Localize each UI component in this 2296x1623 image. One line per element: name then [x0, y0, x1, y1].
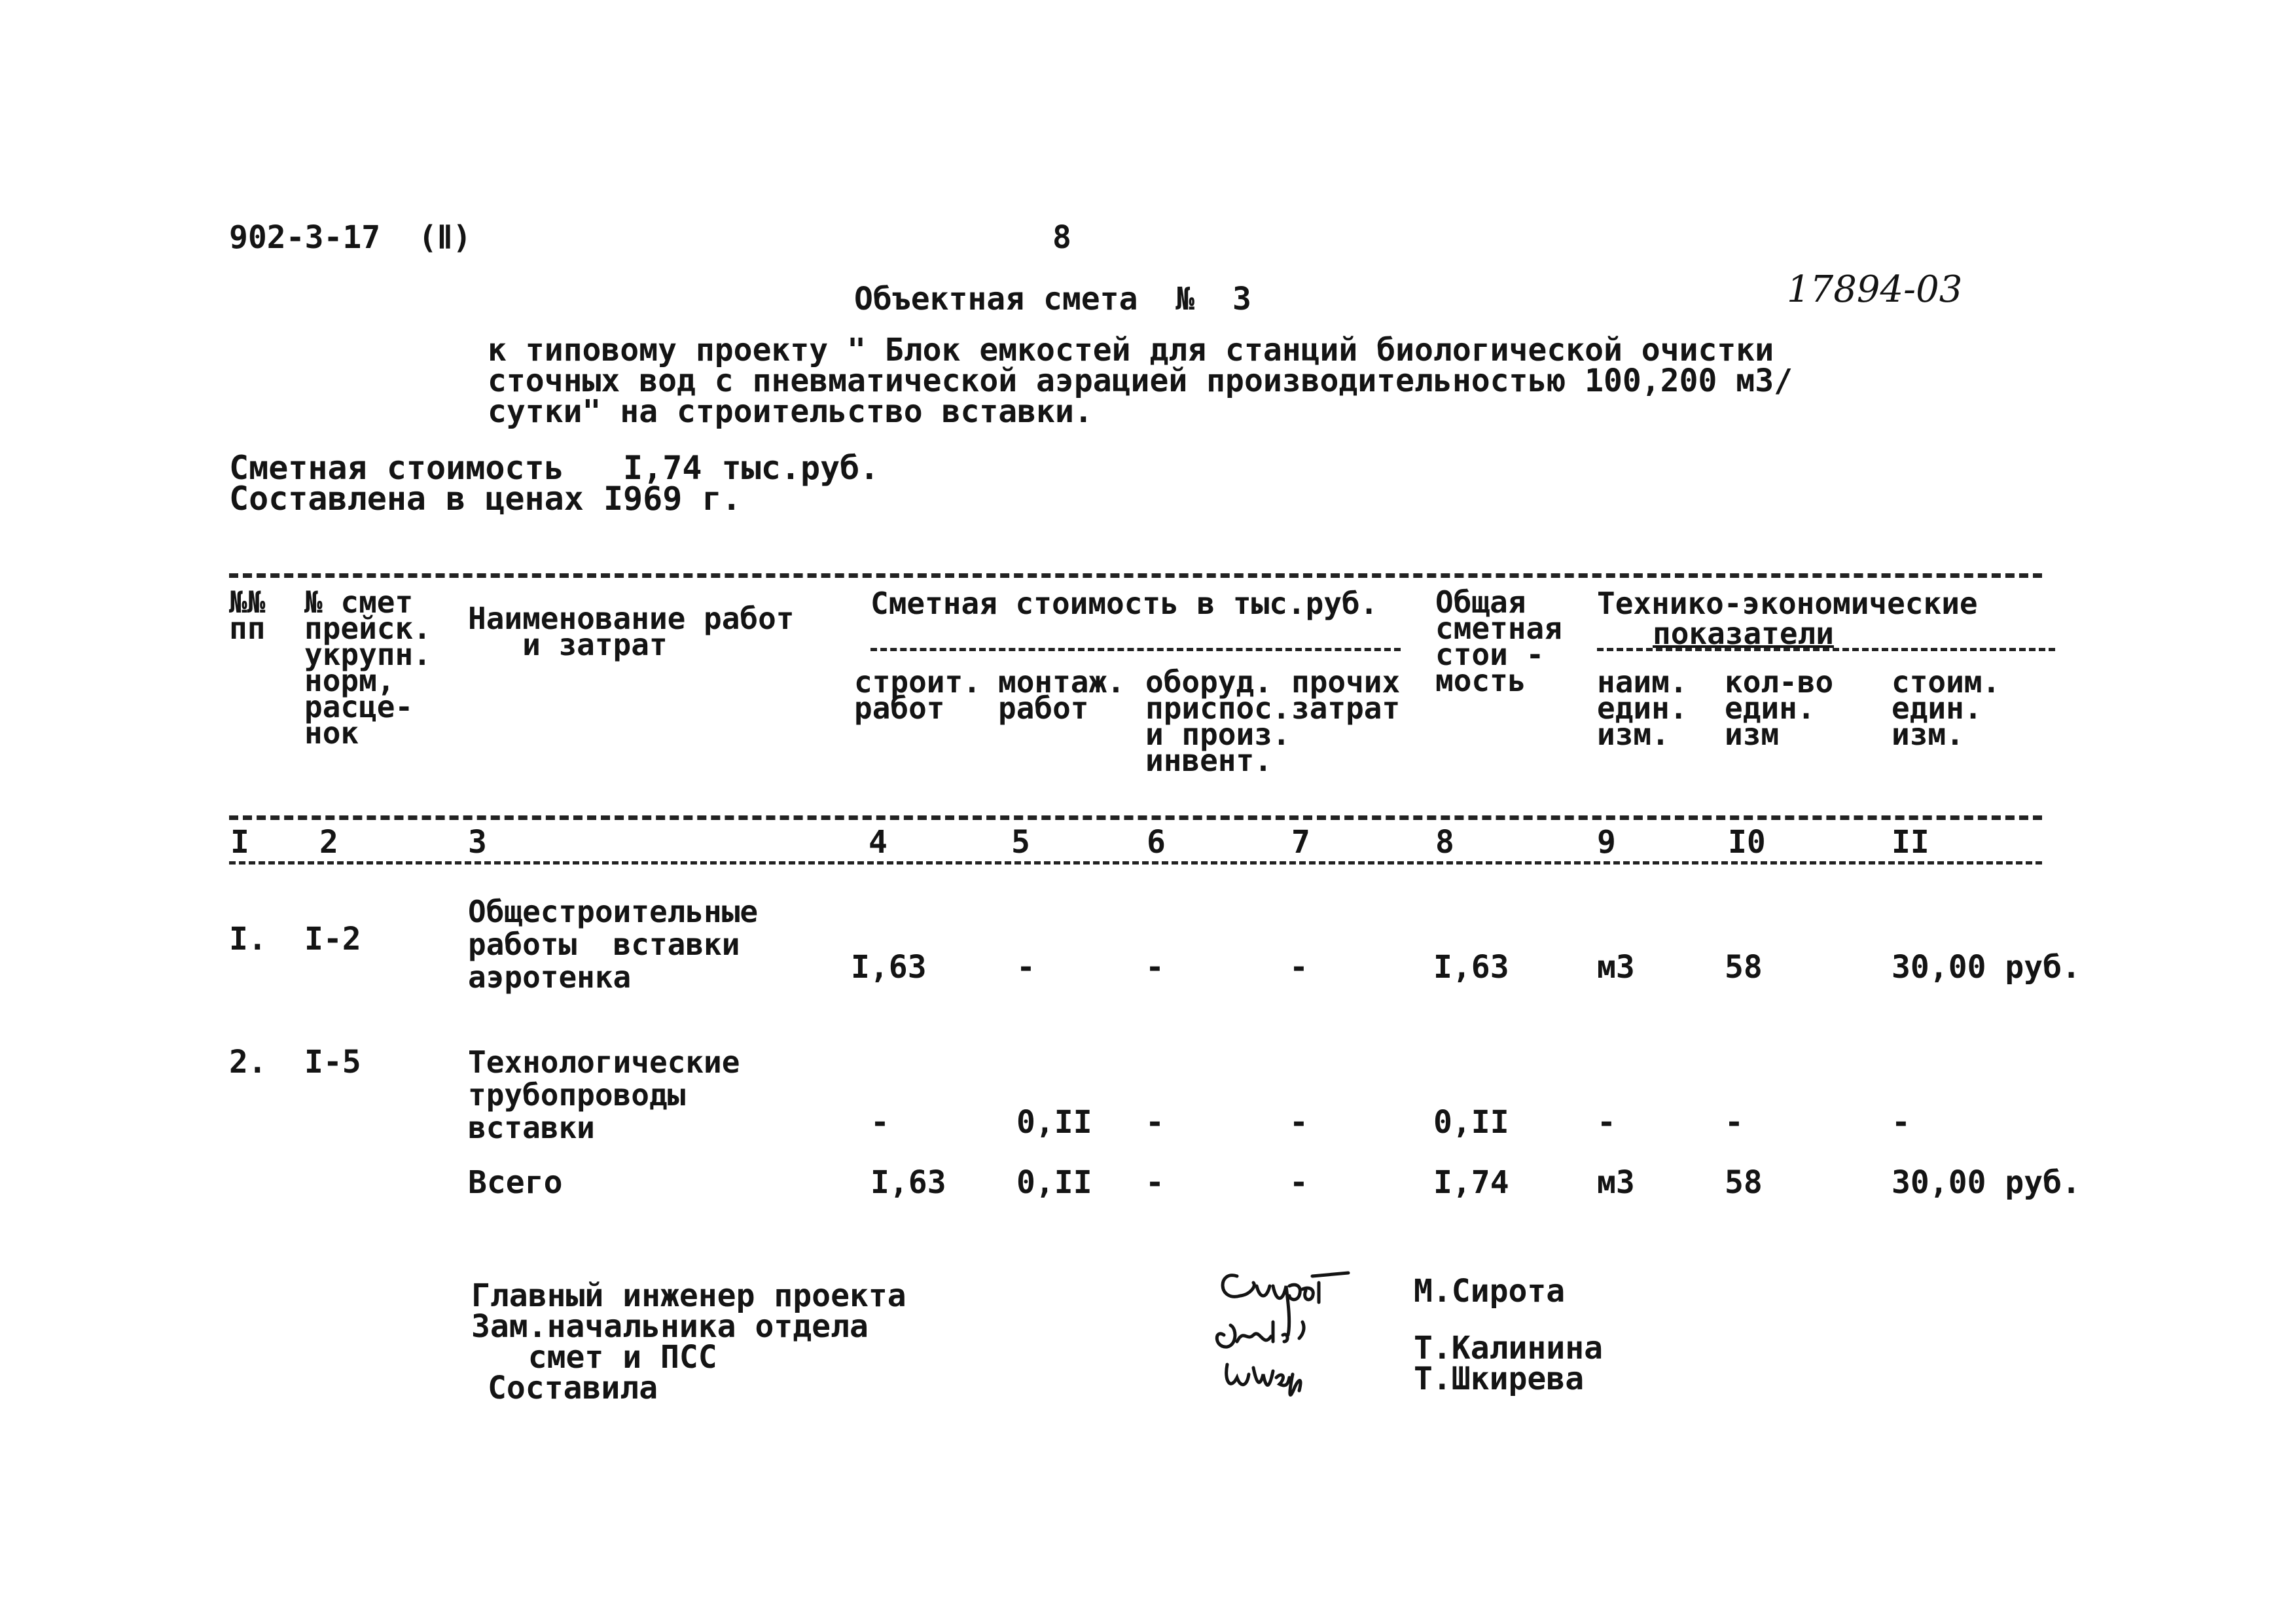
- colnum-7: 7: [1291, 824, 1310, 861]
- row-construction-cost: I,63: [851, 949, 927, 986]
- subject-line-2: сточных вод с пневматической аэрацией производительностью 100,200 м3/: [488, 363, 1793, 399]
- row-equipment-cost: -: [1145, 1104, 1164, 1141]
- row-quantity: -: [1725, 1104, 1744, 1141]
- total-total-cost: I,74: [1433, 1164, 1509, 1201]
- name-deputy-head: Т.Калинина: [1414, 1330, 1603, 1366]
- archive-number: 17894-03: [1787, 268, 1963, 311]
- header-other-costs: прочих затрат: [1291, 664, 1401, 726]
- row-quantity: 58: [1725, 949, 1763, 986]
- header-unit-quantity: кол-во един. изм: [1725, 664, 1834, 752]
- row-work-name: Общестроительные работы вставки аэротенка: [468, 894, 759, 995]
- colnum-10: I0: [1728, 824, 1766, 861]
- header-technical-group: Технико-экономические: [1597, 586, 1978, 621]
- row-installation-cost: -: [1016, 949, 1035, 986]
- total-unit-cost: 30,00 руб.: [1892, 1164, 2081, 1201]
- row-reference: I-2: [304, 921, 361, 957]
- colnum-6: 6: [1147, 824, 1166, 861]
- row-equipment-cost: -: [1145, 949, 1164, 986]
- header-total-cost: Общая сметная стои - мость: [1435, 584, 1562, 698]
- subject-line-1: к типовому проекту " Блок емкостей для станций биологической очистки: [488, 332, 1774, 368]
- row-construction-cost: -: [870, 1104, 889, 1141]
- colnum-8: 8: [1435, 824, 1454, 861]
- role-deputy-head: Зам.начальника отдела: [471, 1308, 869, 1345]
- technical-group-rule: [1597, 648, 2055, 651]
- row-number: I.: [229, 921, 267, 957]
- header-equipment: оборуд. приспос. и произ. инвент.: [1145, 664, 1291, 778]
- row-other-cost: -: [1289, 949, 1308, 986]
- row-unit-cost: 30,00 руб.: [1892, 949, 2081, 986]
- total-label: Всего: [468, 1164, 563, 1201]
- header-unit-cost: стоим. един. изм.: [1892, 664, 2001, 752]
- role-compiler: Составила: [488, 1370, 658, 1406]
- total-equipment-cost: -: [1145, 1164, 1164, 1201]
- total-construction-cost: I,63: [870, 1164, 946, 1201]
- row-total-cost: 0,II: [1433, 1104, 1509, 1141]
- colnum-2: 2: [319, 824, 338, 861]
- header-bottom-rule: [229, 815, 2042, 820]
- page-number: 8: [1052, 219, 1071, 256]
- estimated-cost: Сметная стоимость I,74 тыс.руб.: [229, 449, 880, 487]
- role-deputy-head-dept: смет и ПСС: [471, 1339, 717, 1376]
- header-technical-group-2: показатели: [1653, 616, 1834, 651]
- header-row-number: №№ пп: [229, 584, 266, 646]
- subject-line-3: сутки" на строительство вставки.: [488, 393, 1093, 430]
- row-installation-cost: 0,II: [1016, 1104, 1092, 1141]
- name-compiler: Т.Шкирева: [1414, 1361, 1585, 1397]
- colnum-5: 5: [1011, 824, 1030, 861]
- estimate-title: Объектная смета № 3: [854, 281, 1251, 317]
- column-number-rule: [229, 861, 2042, 865]
- header-unit-name: наим. един. изм.: [1597, 664, 1688, 752]
- row-total-cost: I,63: [1433, 949, 1509, 986]
- row-other-cost: -: [1289, 1104, 1308, 1141]
- role-chief-engineer: Главный инженер проекта: [471, 1277, 906, 1314]
- document-code: 902-3-17 (Ⅱ): [229, 219, 472, 256]
- colnum-3: 3: [468, 824, 487, 861]
- colnum-4: 4: [869, 824, 888, 861]
- row-unit: м3: [1597, 949, 1635, 986]
- colnum-1: I: [230, 824, 249, 861]
- table-top-rule: [229, 573, 2042, 578]
- total-unit: м3: [1597, 1164, 1635, 1201]
- colnum-11: II: [1892, 824, 1929, 861]
- total-quantity: 58: [1725, 1164, 1763, 1201]
- row-unit-cost: -: [1892, 1104, 1910, 1141]
- row-work-name: Технологические трубопроводы вставки: [468, 1044, 740, 1145]
- header-construction-work: строит. работ: [854, 664, 981, 726]
- header-installation-work: монтаж. работ: [998, 664, 1125, 726]
- header-cost-group: Сметная стоимость в тыс.руб.: [870, 586, 1378, 621]
- row-unit: -: [1597, 1104, 1616, 1141]
- price-base: Составлена в ценах I969 г.: [229, 480, 742, 518]
- cost-group-rule: [870, 648, 1401, 651]
- header-estimate-reference: № смет прейск. укрупн. норм, расце- нок: [304, 584, 431, 751]
- row-number: 2.: [229, 1044, 267, 1080]
- row-reference: I-5: [304, 1044, 361, 1080]
- handwritten-signatures: [1211, 1250, 1407, 1407]
- total-installation-cost: 0,II: [1016, 1164, 1092, 1201]
- total-other-cost: -: [1289, 1164, 1308, 1201]
- name-chief-engineer: М.Сирота: [1414, 1273, 1566, 1310]
- colnum-9: 9: [1597, 824, 1616, 861]
- header-work-name: Наименование работ и затрат: [468, 601, 795, 662]
